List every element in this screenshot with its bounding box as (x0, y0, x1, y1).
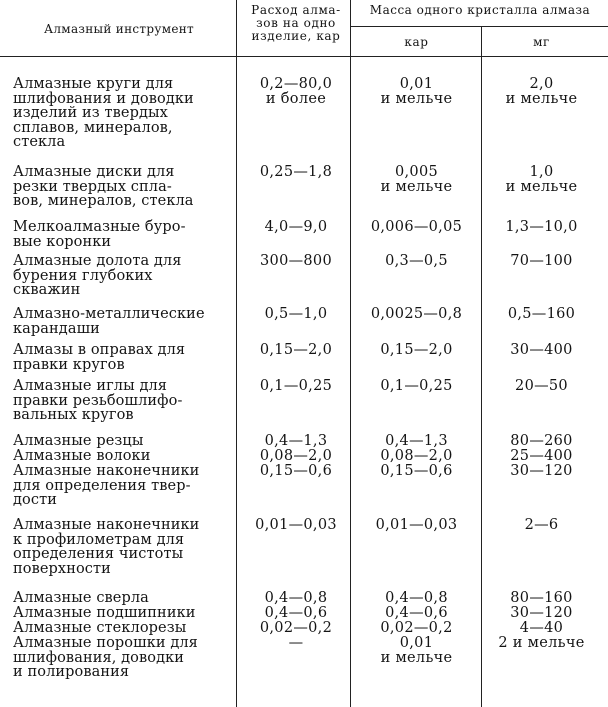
tool-name-line: Алмазные диски для (13, 164, 175, 180)
tool-name (13, 220, 231, 249)
mass-mg-value-line: 80—260 (510, 433, 573, 449)
tool-name-line: шлифования, доводки (13, 649, 185, 666)
mass-mg-value (481, 434, 602, 449)
mass-kar-value-line: 0,01 (399, 635, 434, 651)
consumption-value-line: 0,15—0,6 (259, 463, 333, 479)
tool-name-line: Мелкоалмазные буро- (13, 219, 186, 235)
mass-mg-value (481, 307, 602, 322)
tool-name-line: вов, минералов, стекла (13, 193, 194, 210)
mass-mg-value-line: и мельче (505, 90, 578, 107)
consumption-value (240, 307, 352, 322)
tool-name-line: и полирования (13, 664, 130, 681)
mass-mg-value-line: 30—120 (510, 463, 573, 479)
mass-kar-value-line: 0,0025—0,8 (370, 306, 463, 322)
tool-name-line: вые коронки (13, 233, 112, 250)
header-mass: Масса одного кристалла алмаза (369, 3, 591, 17)
mass-kar-value-line: 0,1—0,25 (380, 378, 453, 394)
consumption-value-line: 0,15—2,0 (259, 342, 333, 358)
consumption-value (240, 518, 352, 533)
consumption-value (240, 77, 352, 106)
mass-kar-value (352, 606, 481, 621)
tool-name-line: шлифования и доводки (13, 90, 194, 107)
mass-mg-value-line: 80—160 (510, 590, 573, 606)
consumption-value-line: 0,2—80,0 (259, 76, 333, 92)
consumption-value (240, 636, 352, 651)
tool-name-line: изделий из твердых (13, 105, 168, 122)
mass-mg-value (481, 343, 602, 358)
mass-kar-value (352, 636, 481, 665)
header-consumption-line: зов на одно (256, 16, 336, 30)
tool-name (13, 636, 231, 680)
mass-mg-value-line: 1,3—10,0 (505, 219, 578, 235)
consumption-value (240, 379, 352, 394)
mass-mg-value (481, 165, 602, 194)
tool-name-line: стекла (13, 134, 66, 151)
consumption-value-line: 0,4—1,3 (264, 433, 328, 449)
tool-name (13, 434, 231, 449)
consumption-value-line: 0,1—0,25 (259, 378, 333, 394)
consumption-value-line: 0,5—1,0 (264, 306, 328, 322)
mass-kar-value (352, 165, 481, 194)
mass-mg-value (481, 518, 602, 533)
mass-kar-value (352, 254, 481, 269)
mass-kar-value-line: и мельче (380, 178, 453, 195)
tool-name-line: Алмазные волоки (13, 448, 151, 464)
mass-kar-value-line: 0,01—0,03 (375, 517, 458, 533)
tool-name (13, 307, 231, 336)
mass-mg-value-line: 4—40 (519, 620, 564, 636)
mass-mg-value-line: и мельче (505, 178, 578, 195)
consumption-value-line: 4,0—9,0 (264, 219, 328, 235)
tool-name-line: определения чистоты (13, 546, 184, 563)
mass-kar-value-line: 0,15—2,0 (380, 342, 453, 358)
mass-mg-value-line: 70—100 (510, 253, 573, 269)
consumption-value-line: 0,4—0,6 (264, 605, 328, 621)
tool-name (13, 464, 231, 508)
mass-kar-value (352, 449, 481, 464)
tool-name-line: скважин (13, 282, 81, 299)
mass-kar-value (352, 77, 481, 106)
mass-kar-value-line: и мельче (380, 649, 453, 666)
tool-name-line: Алмазные резцы (13, 433, 144, 449)
mass-kar-value-line: 0,3—0,5 (385, 253, 448, 269)
tool-name (13, 254, 231, 298)
consumption-value (240, 621, 352, 636)
consumption-value (240, 220, 352, 235)
header-unit-kar: кар (404, 35, 429, 49)
mass-mg-value (481, 220, 602, 235)
consumption-value-line: 0,25—1,8 (259, 164, 333, 180)
tool-name-line: Алмазные иглы для (13, 378, 168, 394)
tool-name-line: Алмазные подшипники (13, 605, 196, 621)
header-consumption-line: Расход алма- (251, 3, 341, 17)
tool-name-line: бурения глубоких (13, 267, 153, 284)
consumption-value (240, 606, 352, 621)
tool-name-line: Алмазные долота для (13, 253, 182, 269)
consumption-value (240, 464, 352, 479)
mass-mg-value (481, 636, 602, 651)
column-rule (236, 0, 237, 707)
consumption-value-line: 0,01—0,03 (255, 517, 337, 533)
consumption-value-line: 0,4—0,8 (264, 590, 328, 606)
mass-mg-value-line: 0,5—160 (507, 306, 576, 322)
mass-kar-value-line: 0,08—2,0 (380, 448, 453, 464)
tool-name-line: Алмазные сверла (13, 590, 149, 606)
tool-name-line: сплавов, минералов, (13, 119, 173, 136)
mass-kar-value (352, 307, 481, 322)
header-rule (0, 56, 608, 57)
mass-kar-value-line: 0,01 (399, 76, 434, 92)
mass-kar-value (352, 591, 481, 606)
tool-name-line: резки твердых спла- (13, 178, 172, 195)
tool-name-line: Алмазные порошки для (13, 635, 198, 651)
mass-kar-value-line: 0,005 (394, 164, 438, 180)
mass-mg-value (481, 77, 602, 106)
tool-name-line: правки кругов (13, 356, 125, 373)
consumption-value (240, 434, 352, 449)
mass-mg-value-line: 1,0 (529, 164, 554, 180)
mass-mg-value (481, 449, 602, 464)
tool-name-line: Алмазы в оправах для (13, 342, 186, 358)
mass-mg-value-line: 2 и мельче (498, 635, 585, 651)
mass-mg-value (481, 606, 602, 621)
tool-name (13, 621, 231, 636)
tool-name-line: Алмазные стеклорезы (13, 620, 187, 636)
tool-name-line: Алмазные наконечники (13, 517, 200, 533)
mass-kar-value-line: 0,4—0,8 (385, 590, 448, 606)
mass-mg-value-line: 2,0 (529, 76, 554, 92)
mass-kar-value (352, 343, 481, 358)
mass-mg-value-line: 2—6 (524, 517, 559, 533)
mass-kar-value (352, 464, 481, 479)
tool-name-line: к профилометрам для (13, 531, 185, 548)
tool-name (13, 343, 231, 372)
mass-kar-value-line: 0,4—0,6 (385, 605, 448, 621)
header-tool: Алмазный инструмент (44, 22, 194, 36)
header-unit-mg: мг (533, 35, 550, 49)
tool-name (13, 77, 231, 150)
consumption-value (240, 165, 352, 180)
tool-name-line: поверхности (13, 560, 111, 577)
mass-mg-value (481, 621, 602, 636)
tool-name (13, 379, 231, 423)
header-consumption (241, 4, 351, 43)
mass-mg-value-line: 30—120 (510, 605, 573, 621)
header-subrule (350, 26, 608, 27)
tool-name (13, 449, 231, 464)
mass-mg-value (481, 254, 602, 269)
consumption-value (240, 449, 352, 464)
tool-name-line: карандаши (13, 320, 100, 337)
consumption-value-line: 300—800 (260, 253, 332, 269)
consumption-value-line: 0,02—0,2 (259, 620, 333, 636)
mass-kar-value-line: 0,02—0,2 (380, 620, 453, 636)
consumption-value (240, 343, 352, 358)
consumption-value-line: 0,08—2,0 (259, 448, 333, 464)
mass-kar-value-line: 0,15—0,6 (380, 463, 453, 479)
mass-kar-value (352, 220, 481, 235)
tool-name-line: Алмазные круги для (13, 76, 174, 92)
tool-name-line: дости (13, 492, 57, 509)
consumption-value (240, 254, 352, 269)
consumption-value-line: и более (265, 90, 327, 107)
consumption-value (240, 591, 352, 606)
tool-name (13, 606, 231, 621)
mass-kar-value (352, 621, 481, 636)
mass-mg-value (481, 379, 602, 394)
mass-kar-value (352, 379, 481, 394)
header-consumption-line: изделие, кар (251, 29, 341, 43)
mass-kar-value-line: и мельче (380, 90, 453, 107)
tool-name (13, 518, 231, 576)
mass-mg-value-line: 30—400 (510, 342, 573, 358)
tool-name (13, 591, 231, 606)
mass-mg-value-line: 25—400 (510, 448, 573, 464)
mass-kar-value (352, 434, 481, 449)
tool-name-line: для определения твер- (13, 477, 191, 494)
tool-name-line: Алмазно-металлические (13, 306, 205, 322)
tool-name (13, 165, 231, 209)
mass-mg-value (481, 591, 602, 606)
mass-mg-value-line: 20—50 (515, 378, 568, 394)
mass-kar-value-line: 0,4—1,3 (385, 433, 448, 449)
tool-name-line: вальных кругов (13, 407, 134, 424)
mass-kar-value (352, 518, 481, 533)
mass-kar-value-line: 0,006—0,05 (370, 219, 463, 235)
tool-name-line: правки резьбошлифо- (13, 392, 183, 409)
consumption-value-line: — (288, 635, 304, 651)
tool-name-line: Алмазные наконечники (13, 463, 200, 479)
mass-mg-value (481, 464, 602, 479)
